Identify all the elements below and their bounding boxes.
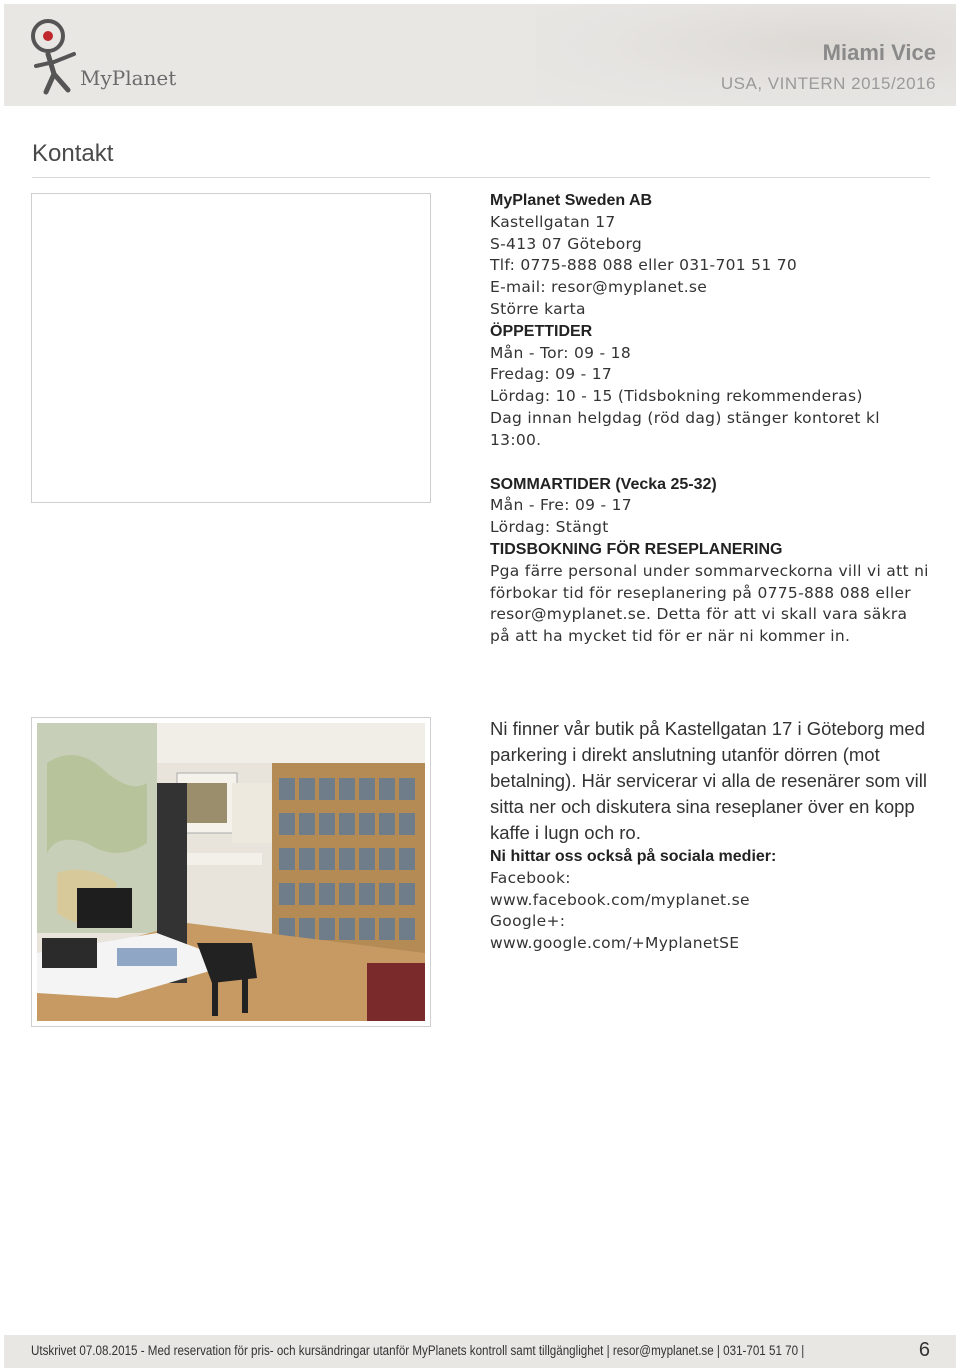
email-address[interactable]: E-mail: resor@myplanet.se — [490, 278, 708, 297]
google-plus-label: Google+: — [490, 912, 566, 931]
phone-number: Tlf: 0775-888 088 eller 031-701 51 70 — [490, 256, 798, 275]
page-number: 6 — [918, 1339, 930, 1361]
google-plus-link[interactable]: www.google.com/+MyplanetSE — [490, 934, 740, 953]
opening-hours-heading: ÖPPETTIDER — [490, 322, 593, 340]
section-title: Kontakt — [32, 140, 114, 167]
store-interior-image — [37, 723, 425, 1021]
contact-info — [490, 190, 930, 648]
hours-line: Mån - Tor: 09 - 18 — [490, 343, 632, 362]
logo-text: MyPlanet — [80, 66, 177, 90]
street-address: Kastellgatan 17 — [490, 212, 616, 231]
summer-hours-heading: SOMMARTIDER (Vecka 25-32) — [490, 475, 717, 493]
booking-text: Pga färre personal under sommarveckorna vill vi att ni förbokar tid för reseplanering på 0775-888 088 eller resor@myplanet.se. Detta för att vi skall vara säkra på att ha mycket tid för er när ni kommer in. — [490, 561, 929, 646]
store-photo — [31, 717, 431, 1027]
map-placeholder — [31, 193, 431, 503]
company-name: MyPlanet Sweden AB — [490, 192, 653, 209]
hours-line: Lördag: 10 - 15 (Tidsbokning rekommenderas) — [490, 387, 863, 406]
social-heading: Ni hittar oss också på sociala medier: — [490, 848, 777, 865]
hours-line: Fredag: 09 - 17 — [490, 365, 613, 384]
facebook-label: Facebook: — [490, 868, 571, 887]
store-description: Ni finner vår butik på Kastellgatan 17 i Göteborg med parkering i direkt anslutning utanför dörren (mot betalning). Här servicerar vi alla de resenärer som vill sitta ner och diskutera sina reseplaner över en kopp kaffe i lugn och ro. — [490, 718, 927, 843]
page-header — [4, 4, 956, 106]
hours-line: Dag innan helgdag (röd dag) stänger kontoret kl 13:00. — [490, 408, 880, 449]
trip-title: Miami Vice — [822, 40, 936, 65]
footer-text: Utskrivet 07.08.2015 - Med reservation för pris- och kursändringar utanför MyPlanets kontroll samt tillgänglighet | resor@myplanet.se | 031-701 51 70 | — [31, 1343, 805, 1358]
booking-heading: TIDSBOKNING FÖR RESEPLANERING — [490, 540, 783, 558]
section-divider — [32, 177, 930, 178]
summer-hours-line: Mån - Fre: 09 - 17 — [490, 496, 632, 515]
summer-hours-line: Lördag: Stängt — [490, 518, 609, 537]
trip-subtitle: USA, VINTERN 2015/2016 — [720, 74, 936, 93]
larger-map-link[interactable]: Större karta — [490, 299, 586, 318]
postal-address: S-413 07 Göteborg — [490, 234, 643, 253]
page-footer — [4, 1335, 956, 1368]
facebook-link[interactable]: www.facebook.com/myplanet.se — [490, 890, 750, 909]
social-media — [490, 846, 930, 955]
